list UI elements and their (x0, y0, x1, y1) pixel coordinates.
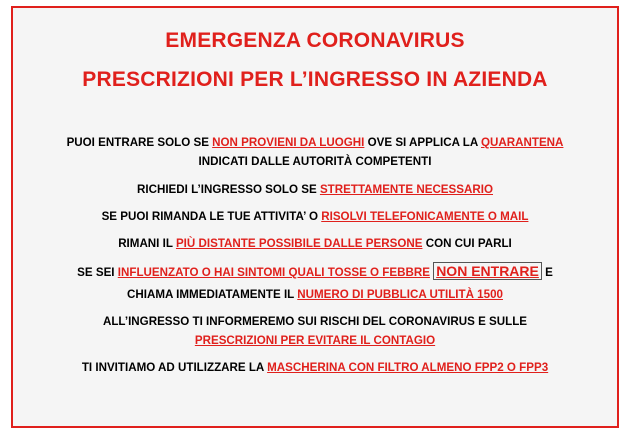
highlighted-text: NUMERO DI PUBBLICA UTILITÀ 1500 (297, 288, 503, 301)
body-text: CHIAMA IMMEDIATAMENTE IL (127, 288, 298, 301)
notice-line (13, 210, 617, 223)
highlighted-text: INFLUENZATO O HAI SINTOMI QUALI TOSSE O FEBBRE (117, 266, 430, 279)
notice-title: EMERGENZA CORONAVIRUS (165, 29, 465, 52)
body-text: SE PUOI RIMANDA LE TUE ATTIVITA’ O (101, 210, 322, 223)
highlighted-text: RISOLVI TELEFONICAMENTE O MAIL (321, 210, 529, 223)
notice-line (13, 155, 617, 168)
highlighted-text: PIÙ DISTANTE POSSIBILE DALLE PERSONE (175, 237, 423, 250)
highlighted-text: STRETTAMENTE NECESSARIO (319, 183, 493, 196)
body-text: PUOI ENTRARE SOLO SE (66, 136, 213, 149)
notice-line (13, 136, 617, 149)
notice-line (13, 263, 617, 279)
body-text: RIMANI IL (118, 237, 176, 250)
body-text: INDICATI DALLE AUTORITÀ COMPETENTI (198, 155, 432, 168)
body-text: CON CUI PARLI (422, 237, 512, 250)
body-text: OVE SI APPLICA LA (364, 136, 481, 149)
notice-frame (11, 6, 619, 428)
highlighted-text: QUARANTENA (480, 136, 564, 149)
notice-line (13, 288, 617, 301)
body-text: E (541, 266, 553, 279)
highlighted-text: NON PROVIENI DA LUOGHI (212, 136, 365, 149)
notice-line (13, 183, 617, 196)
notice-subtitle: PRESCRIZIONI PER L’INGRESSO IN AZIENDA (82, 68, 548, 91)
notice-line (13, 361, 617, 374)
do-not-enter-box: NON ENTRARE (433, 262, 542, 280)
body-text: RICHIEDI L’INGRESSO SOLO SE (136, 183, 320, 196)
notice-line (13, 334, 617, 347)
highlighted-text: MASCHERINA CON FILTRO ALMENO FPP2 O FPP3 (267, 361, 549, 374)
body-text: SE SEI (77, 266, 118, 279)
body-text: ALL’INGRESSO TI INFORMEREMO SUI RISCHI DEL CORONAVIRUS E SULLE (102, 315, 528, 328)
notice-line (13, 237, 617, 250)
highlighted-text: PRESCRIZIONI PER EVITARE IL CONTAGIO (194, 334, 436, 347)
body-text: TI INVITIAMO AD UTILIZZARE LA (81, 361, 268, 374)
notice-line (13, 315, 617, 328)
